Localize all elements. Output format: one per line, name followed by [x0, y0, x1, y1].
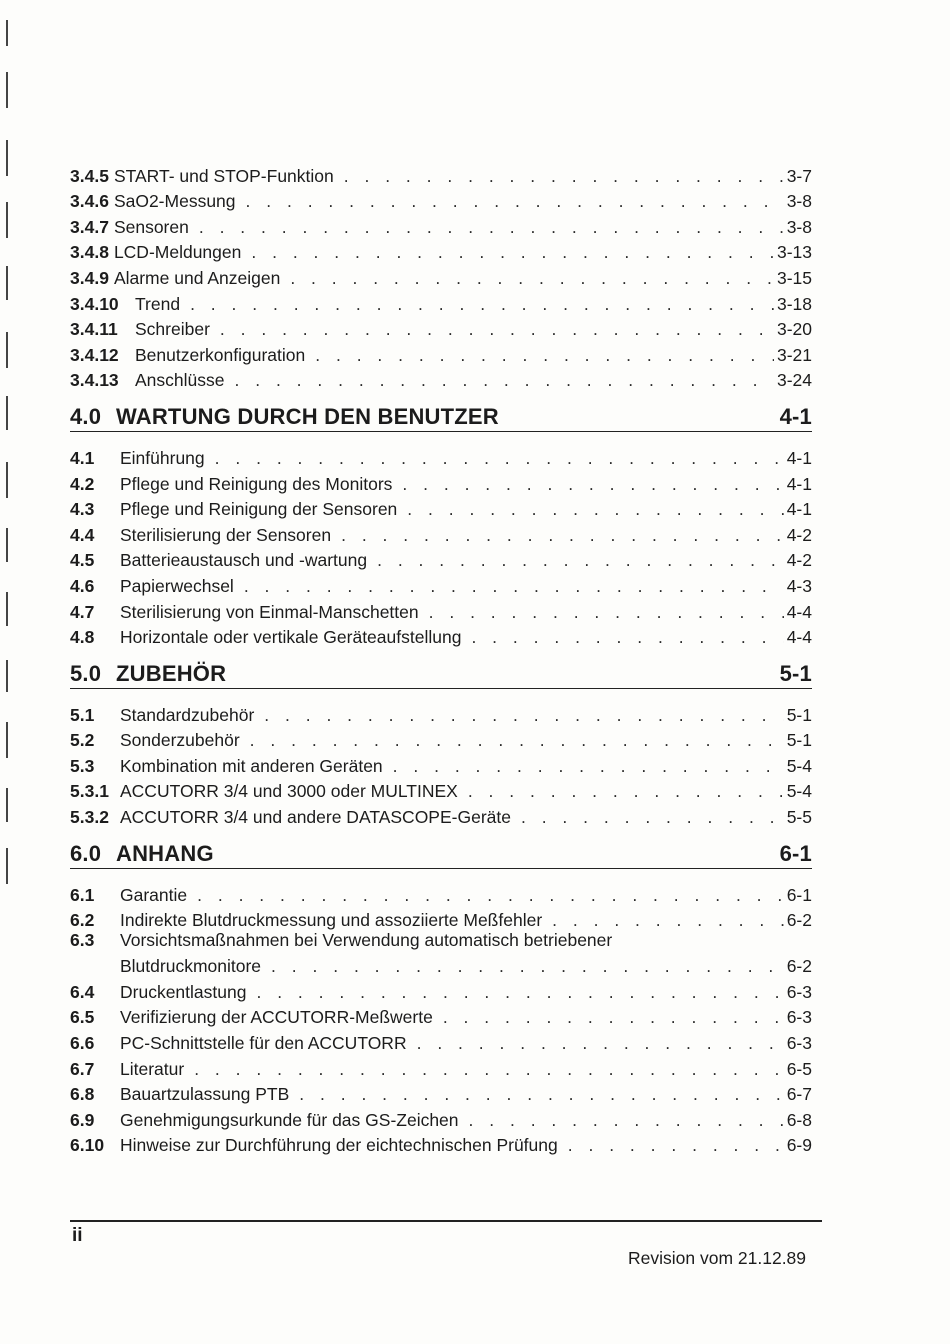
- dot-leader: [393, 756, 784, 776]
- dot-leader: [471, 627, 783, 647]
- toc-entry: [70, 905, 812, 931]
- dot-leader: [235, 370, 774, 390]
- entry-page: 3-7: [786, 165, 812, 186]
- entry-number: 4.2: [70, 473, 95, 494]
- entry-title: Indirekte Blutdruckmessung und assoziierte Meßfehler: [120, 910, 543, 931]
- dot-leader: [469, 1110, 784, 1130]
- entry-title: Sterilisierung von Einmal-Manschetten: [120, 601, 419, 622]
- dot-leader: [568, 1135, 784, 1155]
- entry-number: 3.4.8: [70, 242, 109, 263]
- toc-entry: [70, 699, 812, 725]
- entry-number: 6.6: [70, 1033, 95, 1054]
- entry-number: 5.3.1: [70, 781, 109, 802]
- dot-leader: [194, 1059, 784, 1079]
- entry-page: 6-9: [786, 1135, 812, 1156]
- toc-entry-continuation: [70, 950, 812, 976]
- entry-number: 6.3: [70, 930, 95, 951]
- dot-leader: [199, 217, 784, 237]
- entry-page: 5-4: [786, 755, 812, 776]
- toc-entry: [70, 494, 812, 520]
- entry-number: 4.5: [70, 550, 95, 571]
- toc-entry: [70, 237, 812, 263]
- entry-number: 3.4.6: [70, 191, 109, 212]
- dot-leader: [402, 474, 783, 494]
- dot-leader: [271, 956, 784, 976]
- entry-page: 6-3: [786, 1033, 812, 1054]
- entry-number: 3.4.11: [70, 319, 118, 340]
- entry-page: 6-1: [786, 884, 812, 905]
- entry-page: 3-15: [776, 267, 812, 288]
- entry-number: 4.8: [70, 627, 95, 648]
- entry-title: Kombination mit anderen Geräten: [120, 755, 383, 776]
- entry-page: 6-3: [786, 1007, 812, 1028]
- toc-entry: [70, 570, 812, 596]
- chapter-heading: [70, 837, 812, 869]
- entry-page: 4-4: [786, 627, 812, 648]
- dot-leader: [344, 166, 784, 186]
- toc-entry: [70, 288, 812, 314]
- chapter-heading: [70, 657, 812, 689]
- entry-title: Sonderzubehör: [120, 730, 240, 751]
- dot-leader: [299, 1084, 783, 1104]
- toc-entry: [70, 519, 812, 545]
- entry-number: 6.4: [70, 981, 95, 1002]
- chapter-page: 6-1: [779, 841, 812, 867]
- dot-leader: [468, 781, 784, 801]
- entry-page: 4-1: [786, 499, 812, 520]
- toc-entry: [70, 725, 812, 751]
- entry-title: Verifizierung der ACCUTORR-Meßwerte: [120, 1007, 433, 1028]
- footer-divider: [70, 1220, 822, 1222]
- entry-page: 5-5: [786, 807, 812, 828]
- entry-title: Benutzerkonfiguration: [135, 344, 306, 365]
- dot-leader: [290, 268, 774, 288]
- entry-page: 6-8: [786, 1109, 812, 1130]
- dot-leader: [197, 885, 784, 905]
- entry-number: 6.10: [70, 1135, 105, 1156]
- dot-leader: [251, 242, 774, 262]
- chapter-number: 6.0: [70, 841, 102, 867]
- chapter-page: 5-1: [779, 661, 812, 687]
- entry-title: SaO2-Messung: [113, 191, 236, 212]
- entry-title: Pflege und Reinigung der Sensoren: [120, 499, 398, 520]
- entry-number: 6.5: [70, 1007, 95, 1028]
- toc-entry: [70, 1002, 812, 1028]
- entry-number: 3.4.12: [70, 344, 119, 365]
- dot-leader: [256, 982, 783, 1002]
- dot-leader: [417, 1033, 784, 1053]
- entry-page: 6-7: [786, 1084, 812, 1105]
- entry-title: Schreiber: [135, 319, 210, 340]
- entry-page: 4-1: [786, 447, 812, 468]
- entry-title: Pflege und Reinigung des Monitors: [120, 473, 393, 494]
- toc-entry: [70, 1130, 812, 1156]
- dot-leader: [190, 294, 774, 314]
- entry-title: START- und STOP-Funktion: [113, 165, 334, 186]
- entry-number: 3.4.7: [70, 216, 109, 237]
- toc-entry: [70, 1079, 812, 1105]
- toc-entry: [70, 801, 812, 827]
- entry-page: 3-21: [776, 344, 812, 365]
- entry-page: 3-24: [776, 370, 812, 391]
- toc-entry: [70, 160, 812, 186]
- entry-page: 6-3: [786, 981, 812, 1002]
- entry-title: Alarme und Anzeigen: [113, 267, 281, 288]
- entry-page: 6-2: [786, 956, 812, 977]
- dot-leader: [443, 1007, 784, 1027]
- entry-page: 5-1: [786, 730, 812, 751]
- entry-title: Bauartzulassung PTB: [120, 1084, 290, 1105]
- toc-entry: [70, 545, 812, 571]
- toc-entry: [70, 468, 812, 494]
- entry-title: Einführung: [120, 447, 205, 468]
- entry-number: 3.4.10: [70, 293, 119, 314]
- page-number: ii: [72, 1225, 83, 1246]
- dot-leader: [264, 705, 783, 725]
- entry-number: 4.6: [70, 575, 95, 596]
- toc-entry: [70, 186, 812, 212]
- toc-entry: [70, 1104, 812, 1130]
- dot-leader: [215, 448, 784, 468]
- toc-entry: [70, 365, 812, 391]
- entry-number: 3.4.9: [70, 267, 109, 288]
- entry-number: 4.7: [70, 601, 95, 622]
- toc-entry: [70, 1027, 812, 1053]
- entry-title: Anschlüsse: [135, 370, 225, 391]
- entry-title: Sensoren: [113, 216, 189, 237]
- entry-number: 5.2: [70, 730, 95, 751]
- toc-entry: [70, 879, 812, 905]
- toc-entry: [70, 776, 812, 802]
- entry-title: Hinweise zur Durchführung der eichtechnischen Prüfung: [120, 1135, 558, 1156]
- entry-number: 6.7: [70, 1058, 95, 1079]
- dot-leader: [407, 499, 783, 519]
- entry-number: 5.3: [70, 755, 95, 776]
- table-of-contents: [70, 160, 812, 1155]
- entry-number: 4.4: [70, 524, 95, 545]
- toc-entry: [70, 262, 812, 288]
- entry-title: Trend: [135, 293, 181, 314]
- entry-number: 6.9: [70, 1109, 95, 1130]
- entry-title-continuation: Blutdruckmonitore: [120, 956, 262, 977]
- chapter-heading: [70, 400, 812, 432]
- entry-page: 3-8: [786, 216, 812, 237]
- toc-entry: [70, 622, 812, 648]
- dot-leader: [246, 191, 784, 211]
- entry-number: 6.2: [70, 910, 95, 931]
- entry-page: 4-3: [786, 575, 812, 596]
- dot-leader: [377, 550, 784, 570]
- entry-title: LCD-Meldungen: [113, 242, 242, 263]
- toc-entry: [70, 339, 812, 365]
- toc-entry: [70, 211, 812, 237]
- toc-entry: [70, 442, 812, 468]
- entry-page: 5-4: [786, 781, 812, 802]
- toc-entry: [70, 314, 812, 340]
- entry-title: Garantie: [120, 884, 188, 905]
- entry-title: Sterilisierung der Sensoren: [120, 524, 332, 545]
- dot-leader: [552, 910, 784, 930]
- entry-page: 3-20: [776, 319, 812, 340]
- entry-title: PC-Schnittstelle für den ACCUTORR: [120, 1033, 407, 1054]
- entry-title: Standardzubehör: [120, 704, 255, 725]
- chapter-number: 4.0: [70, 404, 102, 430]
- entry-page: 4-2: [786, 550, 812, 571]
- toc-entry: [70, 930, 812, 950]
- toc-entry: [70, 596, 812, 622]
- entry-number: 3.4.13: [70, 370, 119, 391]
- dot-leader: [220, 319, 774, 339]
- chapter-title: ZUBEHÖR: [116, 661, 227, 687]
- chapter-page: 4-1: [779, 404, 812, 430]
- entry-page: 3-18: [776, 293, 812, 314]
- entry-number: 4.1: [70, 447, 95, 468]
- entry-page: 3-13: [776, 242, 812, 263]
- toc-entry: [70, 976, 812, 1002]
- entry-title: ACCUTORR 3/4 und andere DATASCOPE-Geräte: [120, 807, 511, 828]
- dot-leader: [250, 730, 784, 750]
- entry-title: Horizontale oder vertikale Geräteaufstellung: [120, 627, 462, 648]
- entry-number: 6.1: [70, 884, 95, 905]
- revision-note: Revision vom 21.12.89: [628, 1248, 807, 1268]
- entry-title: Druckentlastung: [120, 981, 247, 1002]
- chapter-number: 5.0: [70, 661, 102, 687]
- toc-entry: [70, 750, 812, 776]
- entry-title: Literatur: [120, 1058, 185, 1079]
- chapter-title: WARTUNG DURCH DEN BENUTZER: [116, 404, 499, 430]
- entry-number: 3.4.5: [70, 165, 109, 186]
- entry-title: Papierwechsel: [120, 575, 234, 596]
- entry-title: Genehmigungsurkunde für das GS-Zeichen: [120, 1109, 459, 1130]
- entry-number: 4.3: [70, 499, 95, 520]
- chapter-title: ANHANG: [116, 841, 214, 867]
- entry-number: 5.3.2: [70, 807, 109, 828]
- entry-page: 3-8: [786, 191, 812, 212]
- entry-number: 5.1: [70, 704, 95, 725]
- entry-page: 5-1: [786, 704, 812, 725]
- dot-leader: [429, 602, 784, 622]
- entry-title: Batterieaustausch und -wartung: [120, 550, 368, 571]
- entry-title: ACCUTORR 3/4 und 3000 oder MULTINEX: [120, 781, 458, 802]
- entry-number: 6.8: [70, 1084, 95, 1105]
- toc-entry: [70, 1053, 812, 1079]
- entry-page: 4-2: [786, 524, 812, 545]
- dot-leader: [521, 807, 784, 827]
- entry-page: 6-5: [786, 1058, 812, 1079]
- entry-title: Vorsichtsmaßnahmen bei Verwendung automatisch betriebener: [120, 930, 613, 951]
- dot-leader: [315, 345, 774, 365]
- dot-leader: [244, 576, 784, 596]
- entry-page: 6-2: [786, 910, 812, 931]
- entry-page: 4-1: [786, 473, 812, 494]
- binder-hole-marks: [6, 20, 8, 880]
- entry-page: 4-4: [786, 601, 812, 622]
- dot-leader: [341, 525, 784, 545]
